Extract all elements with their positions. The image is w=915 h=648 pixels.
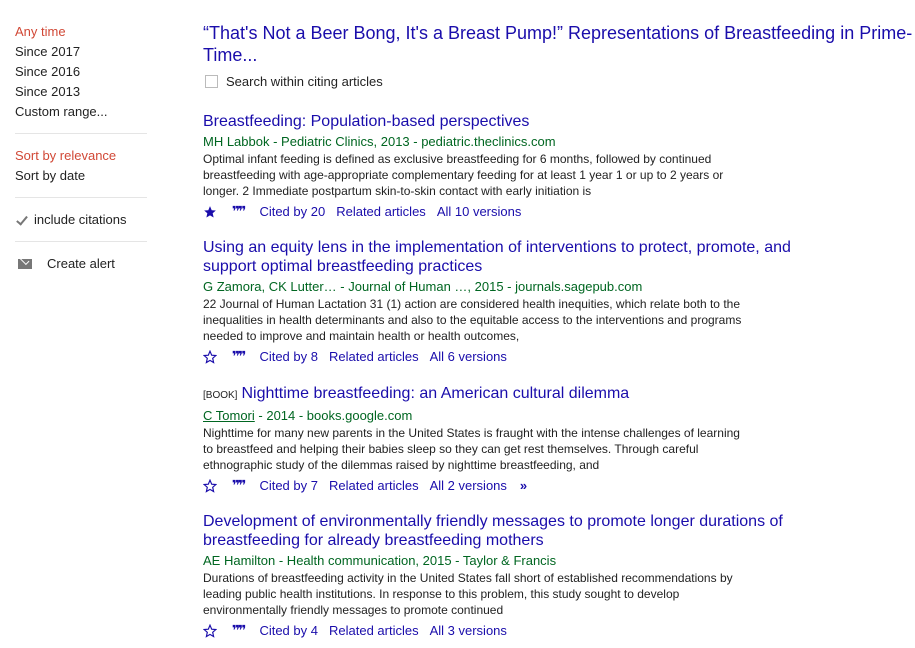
result-actions <box>203 348 915 366</box>
sidebar <box>15 22 147 274</box>
filter-since-2016[interactable]: Since 2016 <box>15 64 81 79</box>
divider <box>15 241 147 242</box>
result-authors: AE Hamilton <box>203 553 276 568</box>
all-versions-link[interactable]: All 10 versions <box>436 204 522 219</box>
filter-any-time[interactable]: Any time <box>15 24 66 39</box>
related-articles-link[interactable]: Related articles <box>336 204 426 219</box>
result-title[interactable]: Using an equity lens in the implementation of interventions to protect, promote, and support optimal breastfeeding practices <box>203 239 791 275</box>
more-icon[interactable]: » <box>519 478 528 493</box>
star-icon[interactable] <box>203 624 217 638</box>
divider <box>15 133 147 134</box>
result-meta <box>203 278 915 295</box>
result-authors: G Zamora, CK Lutter… <box>203 279 337 294</box>
result-authors: MH Labbok <box>203 134 270 149</box>
result-snippet: Optimal infant feeding is defined as exclusive breastfeeding for 6 months, followed by continued breastfeeding with age-appropriate complementary feeding for at least 1 year 1 or up to 2 years or longer. 2 Immediate postpartum skin-to-skin contact with early initiation is <box>203 152 724 198</box>
result-source: - Health communication, 2015 - Taylor & Francis <box>275 553 557 568</box>
result-item <box>203 384 915 495</box>
create-alert-button[interactable] <box>15 254 147 274</box>
mail-icon <box>18 259 32 269</box>
sort-by-date[interactable]: Sort by date <box>15 168 86 183</box>
result-source: - Pediatric Clinics, 2013 - pediatric.theclinics.com <box>269 134 556 149</box>
create-alert-label: Create alert <box>47 256 115 271</box>
include-citations-toggle[interactable] <box>15 210 147 230</box>
result-authors[interactable]: C Tomori <box>203 408 255 423</box>
result-snippet: 22 Journal of Human Lactation 31 (1) action are considered health inequities, which relate both to the inequalities in health determinants and also to the equitable access to the interventions and programs needed to improve and maintain health or health outcomes, <box>203 297 742 343</box>
star-icon[interactable] <box>203 479 217 493</box>
include-citations-label: include citations <box>34 212 127 227</box>
related-articles-link[interactable]: Related articles <box>328 349 419 364</box>
cite-quote-icon[interactable]: ❞❞ <box>232 478 245 494</box>
result-title[interactable] <box>203 384 813 405</box>
result-snippet: Durations of breastfeeding activity in the United States fall short of established recommendations by leading public health institutions. In response to this problem, this study sought to develop environmentally friendly messages to promote continued <box>203 571 733 617</box>
result-meta <box>203 133 915 150</box>
result-actions <box>203 203 915 221</box>
related-articles-link[interactable]: Related articles <box>328 623 419 638</box>
star-icon[interactable] <box>203 205 217 219</box>
main-content <box>203 22 915 639</box>
star-icon[interactable] <box>203 350 217 364</box>
divider <box>15 197 147 198</box>
search-within-label: Search within citing articles <box>226 74 383 89</box>
all-versions-link[interactable]: All 6 versions <box>429 349 507 364</box>
cited-by-link[interactable]: Cited by 4 <box>259 623 318 638</box>
search-within-citing[interactable] <box>203 74 915 89</box>
result-actions <box>203 477 915 495</box>
cited-by-link[interactable]: Cited by 20 <box>259 204 326 219</box>
filter-since-2013[interactable]: Since 2013 <box>15 84 81 99</box>
result-source: - Journal of Human …, 2015 - journals.sagepub.com <box>336 279 643 294</box>
sort-by-relevance[interactable]: Sort by relevance <box>15 148 117 163</box>
all-versions-link[interactable]: All 3 versions <box>429 623 507 638</box>
filter-since-2017[interactable]: Since 2017 <box>15 44 81 59</box>
result-item <box>203 238 915 366</box>
checkmark-icon <box>15 214 28 227</box>
result-meta <box>203 407 915 424</box>
result-actions <box>203 622 915 640</box>
result-item <box>203 112 915 221</box>
filter-custom-range[interactable]: Custom range... <box>15 104 108 119</box>
result-item <box>203 512 915 640</box>
cite-quote-icon[interactable]: ❞❞ <box>232 623 245 639</box>
cited-article-title[interactable]: “That's Not a Beer Bong, It's a Breast Pump!” Representations of Breastfeeding in Prime-Time... <box>203 23 913 65</box>
related-articles-link[interactable]: Related articles <box>328 478 419 493</box>
cited-by-link[interactable]: Cited by 7 <box>259 478 318 493</box>
cite-quote-icon[interactable]: ❞❞ <box>232 349 245 365</box>
result-title[interactable]: Breastfeeding: Population-based perspectives <box>203 113 530 130</box>
result-snippet: Nighttime for many new parents in the United States is fraught with the intense challenges of learning to breastfeed and helping their babies sleep so they can get rest themselves. Through careful ethnographic study of the dilemmas raised by nighttime breastfeeding, and <box>203 426 740 472</box>
all-versions-link[interactable]: All 2 versions <box>429 478 507 493</box>
result-source: - 2014 - books.google.com <box>254 408 413 423</box>
cited-by-link[interactable]: Cited by 8 <box>259 349 318 364</box>
result-title-text: Nighttime breastfeeding: an American cultural dilemma <box>241 385 630 402</box>
result-meta <box>203 552 915 569</box>
book-tag: [BOOK] <box>203 390 238 401</box>
cite-quote-icon[interactable]: ❞❞ <box>232 204 245 220</box>
search-within-checkbox[interactable] <box>205 75 218 88</box>
result-title[interactable]: Development of environmentally friendly messages to promote longer durations of breastfeeding for already breastfeeding mothers <box>203 513 783 549</box>
